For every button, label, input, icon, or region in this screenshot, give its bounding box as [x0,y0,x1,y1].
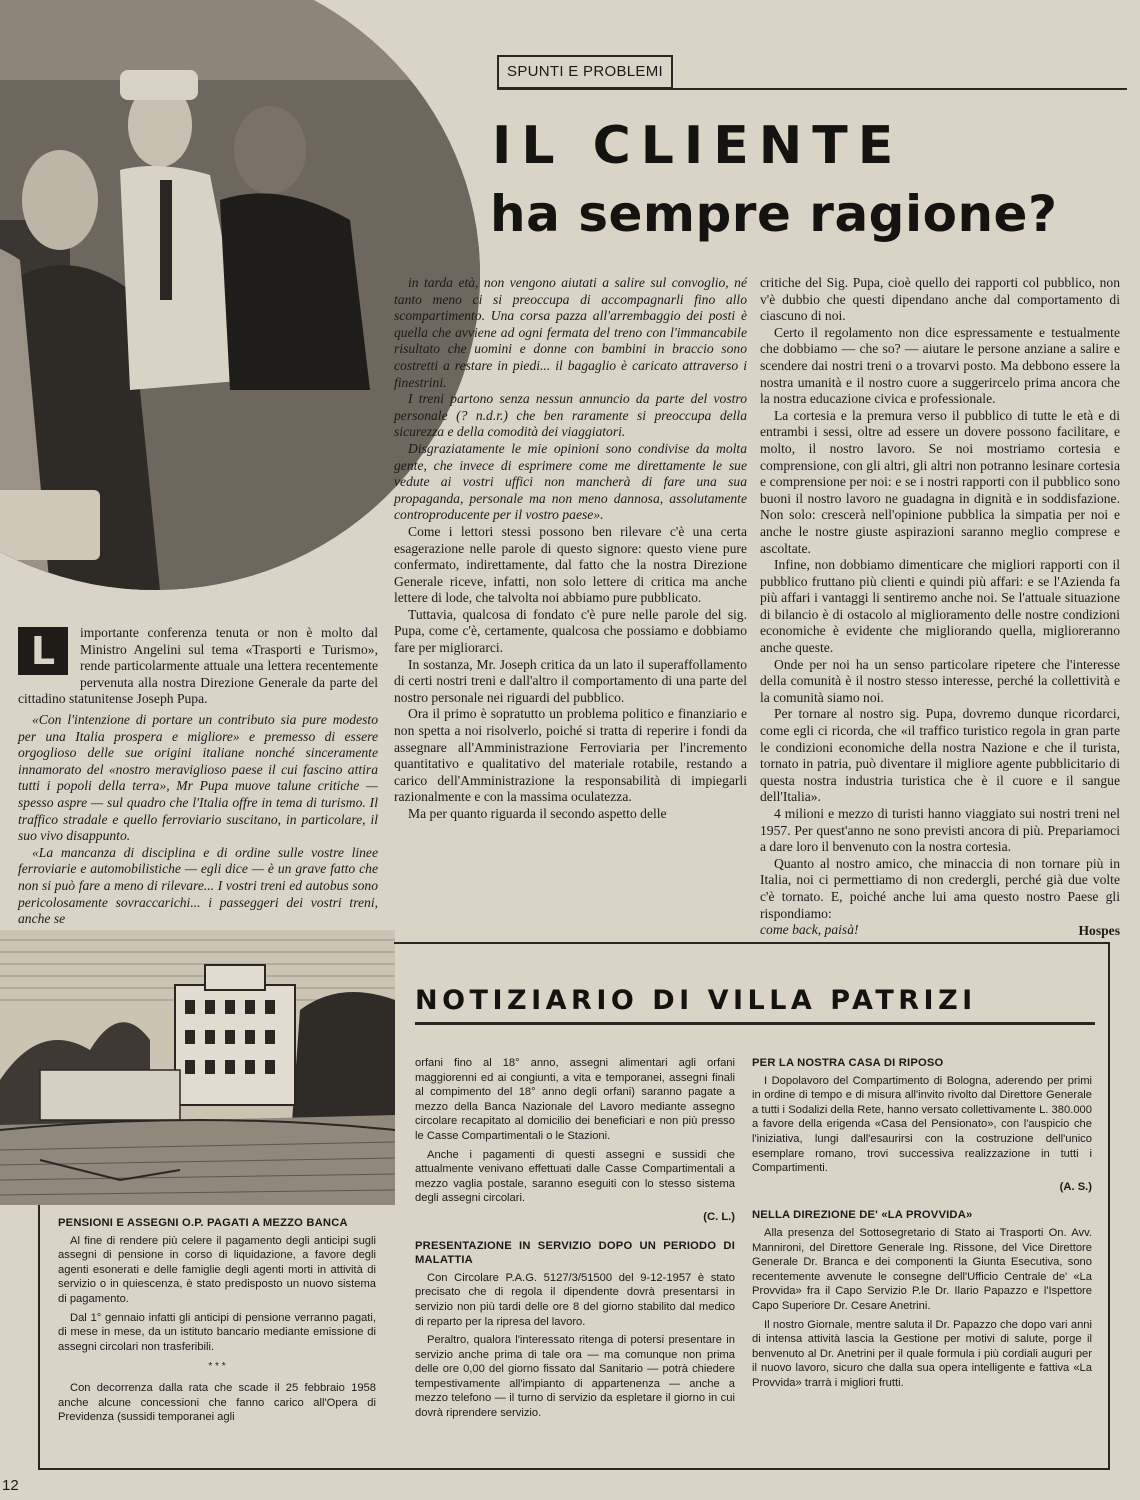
paragraph: «La mancanza di disciplina e di ordine sulle vostre linee ferroviarie e automobilistiche — egli dice — è un grave fatto che non si può fare a meno di rilevare... I vostri treni ed autobus sono pericolosamente sovraccarichi... i passeggeri dei vostri treni, anche se [18,844,378,927]
article-column-2 [394,275,747,823]
section-rubric: SPUNTI E PROBLEMI [497,55,673,89]
paragraph: Tuttavia, qualcosa di fondato c'è pure nelle parole del sig. Pupa, come c'è, certamente, qualcosa che possiamo e dobbiamo fare per migliorarci. [394,606,747,656]
news-title-rule [415,1022,1095,1025]
news-column-1 [58,1216,376,1425]
paragraph: importante conferenza tenuta or non è molto dal Ministro Angelini sul tema «Trasporti e Turismo», rende particolarmente attuale una lettera recentemente pervenuta alla nostra Direzione Generale da parte del cittadino statunitense Joseph Pupa. [18,625,378,707]
paragraph: Certo il regolamento non dice espressamente e testualmente che dobbiamo — che so? — aiutare le persone anziane a salire e scendere dai nostri treni o a trovarvi posto. Ma debbono essere la nostra umanità e il nostro cuore a suggerircelo prima ancora che la nostra educazione civica e professionale. [760,324,1120,407]
paragraph: Ma per quanto riguarda il secondo aspetto delle [408,806,667,821]
dropcap-letter: L [18,627,68,675]
news-paragraph: Con decorrenza dalla rata che scade il 25 febbraio 1958 anche alcune concessioni che fanno carico all'Opera di Previdenza (sussidi temporanei agli [58,1381,376,1424]
news-paragraph: Anche i pagamenti di questi assegni e sussidi che attualmente venivano effettuati dalle Casse Compartimentali a mezzo vaglia postale, saranno eseguiti con lo stesso sistema degli assegni circolari. [415,1148,735,1205]
news-box-left-border [38,1205,40,1470]
article-column-3 [760,275,1120,939]
paragraph: La cortesia e la premura verso il pubblico di tutte le età e di entrambi i sessi, oltre ad essere un dovere possono facilitare, e molto, il nostro lavoro. Se noi mostriamo cortesia e comprensione, con gli altri, gli altri non potranno lesinare cortesia e comprensione per noi: e se i nostri rapporti con il pubblico sono buoni il nostro lavoro ne guadagna in dignità e in soddisfazione. Non solo: crescerà nell'opinione pubblica la simpatia per noi e anche le nostre giuste aspirazioni saranno meglio comprese e ascoltate. [760,407,1120,556]
news-signature: (A. S.) [1059,1180,1092,1193]
paragraph: critiche del Sig. Pupa, cioè quello dei rapporti col pubblico, non v'è dubbio che questi dipendano anche dal comportamento di ciascuno di noi. [760,275,1120,324]
author-signature: Hospes [1078,922,1120,938]
page-number: 12 [2,1477,19,1494]
paragraph: Onde per noi ha un senso particolare ripetere che l'interesse della comunità è il nostro stesso interesse, perché la collettività e la comunità siamo noi. [760,656,1120,705]
news-paragraph: Al fine di rendere più celere il pagamento degli anticipi sugli assegni di pensione in corso di liquidazione, a favore degli agenti esonerati e delle famiglie degli agenti morti in attività di servizio o in quiescenza, è stato predisposto un nuovo sistema di pagamento. [58,1234,376,1305]
section-separator: * * * [208,1361,226,1373]
news-paragraph: Con Circolare P.A.G. 5127/3/51500 del 9-12-1957 è stato precisato che di regola il dipendente dovrà presentarsi in servizio non più tardi delle ore 8 del giorno stabilito dal medico di reparto per la ripresa del lavoro. [415,1271,735,1328]
news-heading: PER LA NOSTRA CASA DI RIPOSO [752,1057,944,1069]
news-column-2 [415,1056,735,1421]
article-column-1 [18,625,378,928]
paragraph: In sostanza, Mr. Joseph critica da un lato il superaffollamento di certi nostri treni e dall'altro il comportamento di una parte del nostro personale nei riguardi del pubblico. [394,656,747,705]
news-heading: PENSIONI E ASSEGNI O.P. PAGATI A MEZZO BANCA [58,1217,348,1229]
headline-main: IL CLIENTE [492,116,904,176]
news-paragraph: Alla presenza del Sottosegretario di Stato ai Trasporti On. Avv. Mannironi, del Direttore Generale Ing. Rissone, del Vice Direttore Generale Dr. Branca e dei componenti la Giunta Esecutiva, sono recentemente avvenute le consegne dell'Ufficio Centrale de' «La Provvida» fra il Capo Servizio P.le Dr. Ilario Papazzo e l'Ispettore Capo Superiore Dr. Cesare Anetrini. [752,1226,1092,1312]
closing-line: come back, paisà! [760,922,859,938]
paragraph: Ora il primo è sopratutto un problema politico e finanziario e non spetta a noi risolverlo, poiché si tratta di reperire i fondi da assegnare all'Amministrazione Ferroviaria per l'incremento quantitativo e qualitativo del materiale rotabile, restando a carico dell'Amministrazione la responsabilità di impiegarli razionalmente e con la massima oculatezza. [394,706,747,805]
paragraph: «Con l'intenzione di portare un contributo sia pure modesto per una Italia prospera e migliore» e premesso di essere orgoglioso delle sue origini italiane nonché sinceramente innamorato del «nostro meraviglioso paese il cui fascino attira tutti i popoli della terra», Mr Pupa muove talune critiche — spesso aspre — sul quadro che l'Italia offre in tema di turismo. Il traffico stradale e quello ferroviario suscitano, in particolare, il suo vivo disappunto. [18,711,378,844]
news-paragraph: I Dopolavoro del Compartimento di Bologna, aderendo per primi in ordine di tempo e di misura all'invito rivolto dal Direttore Generale a tutti i Sodalizi della Rete, hanno versato collettivamente L. 380.000 a favore della erigenda «Casa del Pensionato», con l'auspicio che l'iniziativa, lungi dall'esaurirsi con la costruzione dell'unico esemplare romano, trovi successiva realizzazione in tutti i Compartimenti. [752,1074,1092,1175]
paragraph: Disgraziatamente le mie opinioni sono condivise da molta gente, che invece di esprimere come me direttamente le sue vedute ai vostri uffici non mancherà di fare una sua propaganda, personale ma non meno dannosa, assolutamente controproducente per il vostro paese». [394,440,747,523]
headline-sub: ha sempre ragione? [490,185,1058,243]
paragraph: 4 milioni e mezzo di turisti hanno viaggiato sui nostri treni nel 1957. Per quest'anno ne sono previsti ancora di più. Prepariamoci a dare loro il benvenuto con la nostra cortesia. [760,806,1120,855]
news-paragraph: Il nostro Giornale, mentre saluta il Dr. Papazzo che dopo vari anni di intensa attività lascia la Gestione per motivi di salute, porge il benvenuto al Dr. Anetrini per il quale formula i più cordiali auguri per il nuovo lavoro, sicuro che dalla sua opera intelligente e fattiva «La Provvida» trarrà i migliori frutti. [752,1318,1092,1389]
news-paragraph: Dal 1° gennaio infatti gli anticipi di pensione verranno pagati, di mese in mese, da un istituto bancario mediante emissione di assegni circolari non trasferibili. [58,1311,376,1353]
paragraph: I treni partono senza nessun annuncio da parte del vostro personale (? n.d.r.) che ben raramente si preoccupa della sicurezza e della comodità dei viaggiatori. [394,391,747,440]
paragraph: Infine, non dobbiamo dimenticare che migliori rapporti con il pubblico fruttano più clienti e quindi più affari: e se l'Azienda fa più affari i vantaggi li sentiremo anche noi. Se l'attuale situazione di bilancio è di ostacolo al miglioramento delle nostre condizioni economiche è evidente che migliorando quella, miglioreranno anche queste. [760,557,1120,656]
paragraph: Per tornare al nostro sig. Pupa, dovremo dunque ricordarci, come egli ci ricorda, che «il traffico turistico regola in gran parte le condizioni economiche della nostra Nazione e che il turista, tornato in patria, può diventare il migliore agente pubblicitario di questa nostra industria turistica che è il cuore e il sangue dell'Italia». [760,706,1120,805]
paragraph: Come i lettori stessi possono ben rilevare c'è una certa esagerazione nelle parole di questo signore: questo viene pure confermato, indirettamente, dal fatto che la nostra Direzione Generale riceve, infatti, non solo lettere di critica ma anche lettere di lode, che talvolta noi abbiamo pure pubblicato. [394,523,747,606]
paragraph: in tarda età, non vengono aiutati a salire sul convoglio, né tanto meno ci si preoccupa di accompagnarli fino allo scompartimento. Una corsa pazza all'arrembaggio dei posti è quella che avviene ad ogni fermata del treno con l'immancabile risultato che uomini e donne con bambini in braccio sono costretti a restare in piedi... il bagaglio è caricato attraverso i finestrini. [394,275,747,390]
paragraph: Quanto al nostro amico, che minaccia di non tornare più in Italia, noi ci permettiamo di non credergli, perché già due volte c'è tornato. E, poiché anche lui ama questo nostro Paese gli rispondiamo: [760,855,1120,921]
news-heading: PRESENTAZIONE IN SERVIZIO DOPO UN PERIODO DI MALATTIA [415,1239,735,1267]
news-paragraph: orfani fino al 18° anno, assegni alimentari agli orfani maggiorenni ed ai congiunti, a vita e temporanei, assegni finali al compimento del 18° anno degli orfani) saranno pagate a mezzo della Banca Nazionale del Lavoro mediante assegno circolare recapitato al domicilio dei beneficiari e non più presso le Casse Compartimentali o le Stazioni. [415,1057,735,1142]
news-signature: (C. L.) [703,1210,735,1223]
news-column-3 [752,1056,1092,1390]
news-paragraph: Peraltro, qualora l'interessato ritenga di potersi presentare in servizio anche prima di tale ora — ma comunque non prima delle ore 0,00 del giorno fissato dal Sanitario — potrà chiedere tempestivamente all'impianto di appartenenza — anche a mezzo telefono — il turno di servizio da espletare il giorno in cui dovrà riprendere servizio. [415,1334,735,1420]
news-section-title: NOTIZIARIO DI VILLA PATRIZI [415,985,977,1016]
news-heading: NELLA DIREZIONE DE' «LA PROVVIDA» [752,1209,973,1222]
rubric-divider [497,88,1127,90]
